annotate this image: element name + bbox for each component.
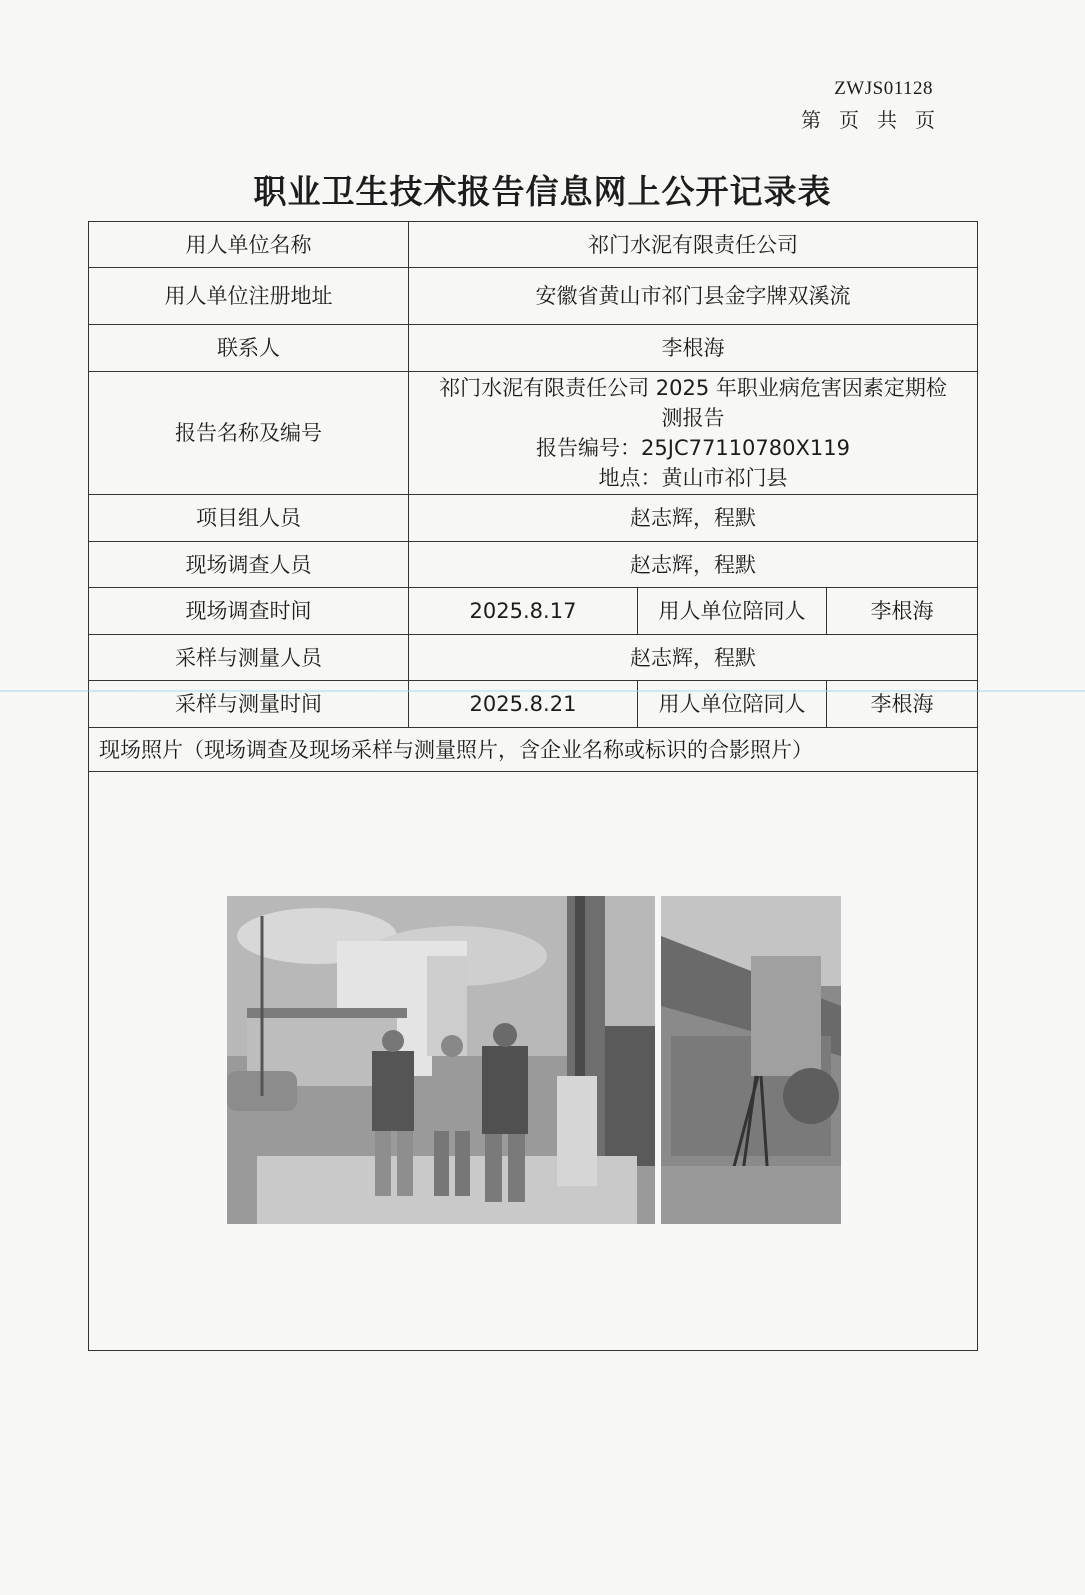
page-label-3: 共 (877, 108, 897, 132)
address-label: 用人单位注册地址 (89, 268, 409, 325)
document-code: ZWJS01128 (834, 78, 933, 99)
table-row (89, 635, 978, 681)
company-name-label: 用人单位名称 (89, 222, 409, 268)
company-name-value: 祁门水泥有限责任公司 (409, 222, 978, 268)
survey-staff-value: 赵志辉，程默 (409, 542, 978, 588)
report-value (409, 372, 978, 495)
table-row (89, 681, 978, 728)
contact-value: 李根海 (409, 325, 978, 372)
sampling-escort-label: 用人单位陪同人 (638, 681, 827, 728)
table-row (89, 728, 978, 772)
team-value: 赵志辉，程默 (409, 495, 978, 542)
group-photo-image (227, 896, 655, 1224)
contact-label: 联系人 (89, 325, 409, 372)
record-table (88, 221, 978, 1351)
report-name-line1: 祁门水泥有限责任公司 2025 年职业病危害因素定期检 (439, 376, 947, 400)
sampling-time-value: 2025.8.21 (409, 681, 638, 728)
page-label-4: 页 (915, 108, 935, 132)
photo-area (89, 772, 978, 1351)
sampling-escort-value: 李根海 (827, 681, 978, 728)
page-title: 职业卫生技术报告信息网上公开记录表 (253, 172, 832, 211)
survey-time-value: 2025.8.17 (409, 588, 638, 635)
table-row (89, 222, 978, 268)
survey-escort-value: 李根海 (827, 588, 978, 635)
report-number: 报告编号：25JC77110780X119 (536, 436, 850, 460)
report-label: 报告名称及编号 (89, 372, 409, 495)
page-counter (783, 104, 935, 133)
scan-artifact-line (0, 690, 1085, 692)
report-location: 地点：黄山市祁门县 (598, 466, 788, 490)
table-row (89, 772, 978, 1351)
sampling-staff-label: 采样与测量人员 (89, 635, 409, 681)
site-photos (227, 896, 841, 1224)
table-row (89, 542, 978, 588)
survey-staff-label: 现场调查人员 (89, 542, 409, 588)
photo-caption: 现场照片（现场调查及现场采样与测量照片，含企业名称或标识的合影照片） (89, 728, 978, 772)
page-label-1: 第 (801, 108, 821, 132)
table-row (89, 495, 978, 542)
page-label-2: 页 (839, 108, 859, 132)
table-row (89, 268, 978, 325)
sampling-staff-value: 赵志辉，程默 (409, 635, 978, 681)
address-value: 安徽省黄山市祁门县金字牌双溪流 (409, 268, 978, 325)
table-row (89, 372, 978, 495)
sampling-photo-image (661, 896, 841, 1224)
table-row (89, 588, 978, 635)
survey-escort-label: 用人单位陪同人 (638, 588, 827, 635)
team-label: 项目组人员 (89, 495, 409, 542)
report-name-line2: 测报告 (661, 406, 725, 430)
table-row (89, 325, 978, 372)
survey-time-label: 现场调查时间 (89, 588, 409, 635)
sampling-time-label: 采样与测量时间 (89, 681, 409, 728)
